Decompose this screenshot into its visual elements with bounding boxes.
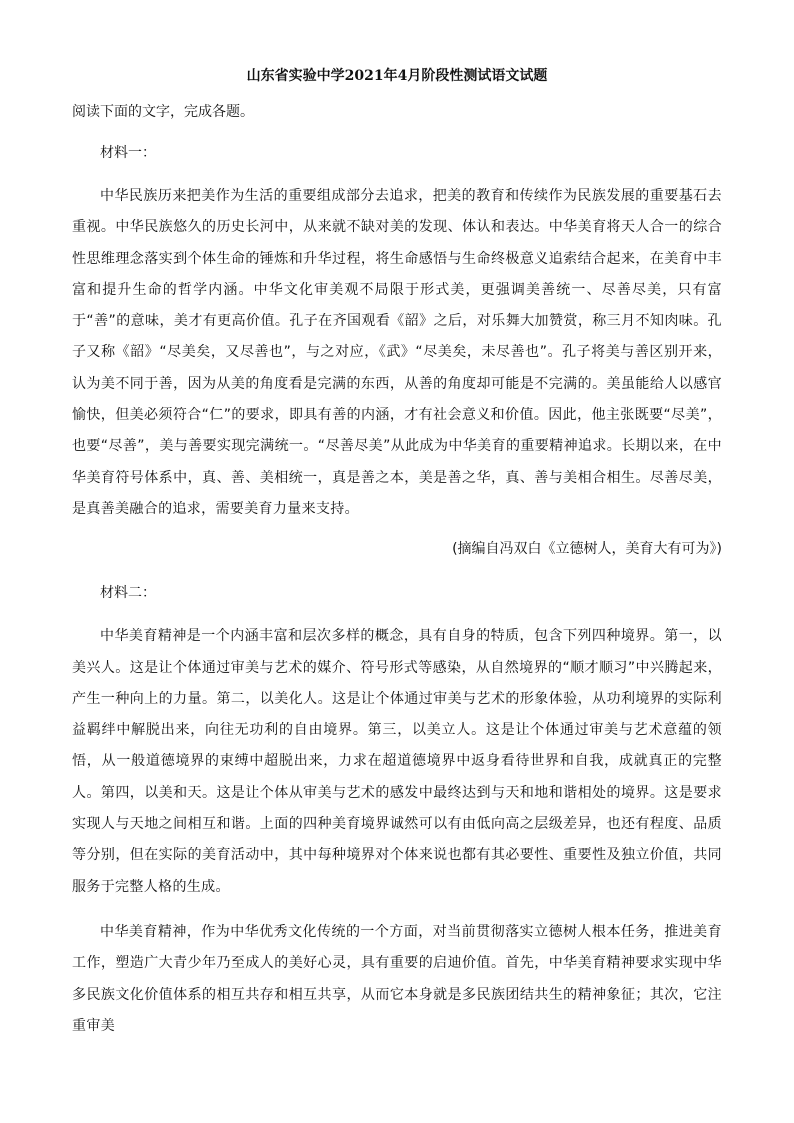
material1-paragraph: 中华民族历来把美作为生活的重要组成部分去追求，把美的教育和传续作为民族发展的重要基石去重视。中华民族悠久的历史长河中，从来就不缺对美的发现、体认和表达。中华美育将天人合一的综合性思维理念落实到个体生命的锤炼和升华过程，将生命感悟与生命终极意义追索结合起来，在美育中丰富和提升生命的哲学内涵。中华文化审美观不局限于形式美，更强调美善统一、尽善尽美，只有富于“善”的意味，美才有更高价值。孔子在齐国观看《韶》之后，对乐舞大加赞赏，称三月不知肉味。孔子又称《韶》“尽美矣，又尽善也”，与之对应，《武》“尽美矣，未尽善也”。孔子将美与善区别开来，认为美不同于善，因为从美的角度看是完满的东西，从善的角度却可能是不完满的。美虽能给人以感官愉快，但美必须符合“仁”的要求，即具有善的内涵，才有社会意义和价值。因此，他主张既要“尽美”，也要“尽善”，美与善要实现完满统一。“尽善尽美”从此成为中华美育的重要精神追求。长期以来，在中华美育符号体系中，真、善、美相统一，真是善之本，美是善之华，真、善与美相合相生。尽善尽美，是真善美融合的追求，需要美育力量来支持。 bbox=[72, 188, 722, 517]
material1-source: (摘编自冯双白《立德树人，美育大有可为》) bbox=[452, 541, 722, 558]
material2-paragraph-2: 中华美育精神，作为中华优秀文化传统的一个方面，对当前贯彻落实立德树人根本任务，推进美育工作，塑造广大青少年乃至成人的美好心灵，具有重要的启迪价值。首先，中华美育精神要求实现中华多民族文化价值体系的相互共存和相互共享，从而它本身就是多民族团结共生的精神象征；其次，它注重审美 bbox=[72, 923, 722, 1034]
material2-paragraph-1: 中华美育精神是一个内涵丰富和层次多样的概念，具有自身的特质，包含下列四种境界。第一，以美兴人。这是让个体通过审美与艺术的媒介、符号形式等感染，从自然境界的“顺才顺习”中兴腾起来，产生一种向上的力量。第二，以美化人。这是让个体通过审美与艺术的形象体验，从功利境界的实际利益羁绊中解脱出来，向往无功利的自由境界。第三，以美立人。这是让个体通过审美与艺术意蕴的领悟，从一般道德境界的束缚中超脱出来，力求在超道德境界中返身看待世界和自我，成就真正的完整人。第四，以美和天。这是让个体从审美与艺术的感发中最终达到与天和地和谐相处的境界。这是要求实现人与天地之间相互和谐。上面的四种美育境界诚然可以有由低向高之层级差异，也还有程度、品质等分别，但在实际的美育活动中，其中每种境界对个体来说也都有其必要性、重要性及独立价值，共同服务于完整人格的生成。 bbox=[72, 628, 722, 895]
document-title: 山东省实验中学2021年4月阶段性测试语文试题 bbox=[246, 68, 548, 84]
document-page bbox=[72, 66, 722, 1056]
material1-label: 材料一： bbox=[100, 145, 156, 161]
instruction-text: 阅读下面的文字，完成各题。 bbox=[72, 104, 254, 120]
material2-label: 材料二： bbox=[100, 585, 156, 602]
